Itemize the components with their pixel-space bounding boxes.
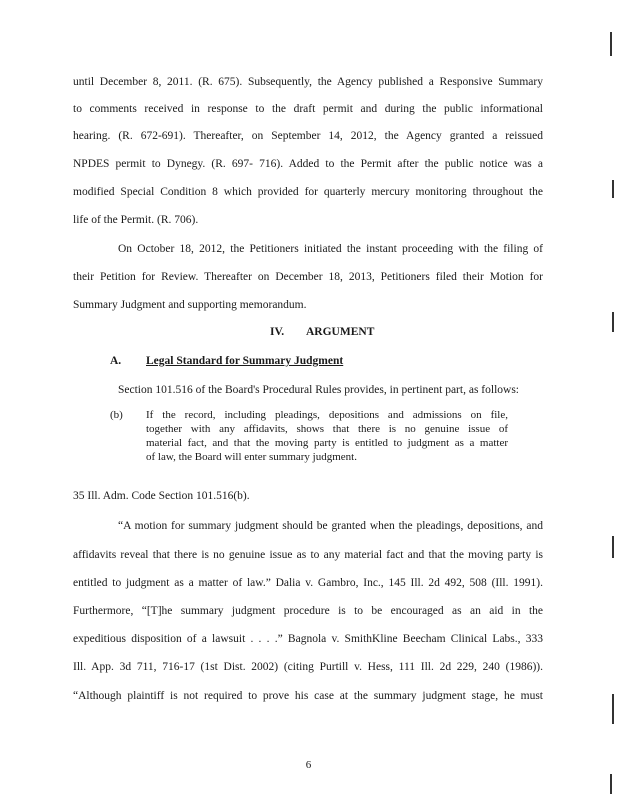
body-line: their Petition for Review. Thereafter on December 18, 2013, Petitioners filed their Motion for	[73, 271, 543, 283]
body-line: to comments received in response to the draft permit and during the public informational	[73, 103, 543, 115]
margin-change-bar	[612, 312, 614, 332]
body-line: affidavits reveal that there is no genuine issue as to any material fact and that the moving party is	[73, 549, 543, 561]
body-line: NPDES permit to Dynegy. (R. 697- 716). Added to the Permit after the public notice was a	[73, 158, 543, 170]
rule-intro: Section 101.516 of the Board's Procedural Rules provides, in pertinent part, as follows:	[118, 384, 519, 396]
quote-line: material fact, and that the moving party is entitled to judgment as a matter	[146, 437, 508, 449]
body-line: until December 8, 2011. (R. 675). Subsequently, the Agency published a Responsive Summary	[73, 76, 543, 88]
margin-change-bar	[610, 32, 612, 56]
body-line: “A motion for summary judgment should be granted when the pleadings, depositions, and	[118, 520, 543, 532]
page-number: 6	[305, 759, 312, 771]
body-line: Summary Judgment and supporting memorandum.	[73, 299, 307, 311]
section-number: IV.	[270, 326, 285, 338]
body-line: entitled to judgment as a matter of law.” Dalia v. Gambro, Inc., 145 Ill. 2d 492, 508 (Ill. 1991).	[73, 577, 543, 589]
body-line: hearing. (R. 672-691). Thereafter, on September 14, 2012, the Agency granted a reissued	[73, 130, 543, 142]
body-line: expeditious disposition of a lawsuit . . . .” Bagnola v. SmithKline Beecham Clinical Labs., 333	[73, 633, 543, 645]
margin-change-bar	[612, 536, 614, 558]
quote-line: If the record, including pleadings, depositions and admissions on file,	[146, 409, 508, 421]
margin-change-bar	[612, 180, 614, 198]
quote-line: together with any affidavits, shows that there is no genuine issue of	[146, 423, 508, 435]
body-line: On October 18, 2012, the Petitioners initiated the instant proceeding with the filing of	[118, 243, 543, 255]
subsection-letter: A.	[110, 355, 122, 367]
body-line: life of the Permit. (R. 706).	[73, 214, 199, 226]
body-line: modified Special Condition 8 which provided for quarterly mercury monitoring throughout the	[73, 186, 543, 198]
quote-line: of law, the Board will enter summary judgment.	[146, 451, 357, 463]
body-line: Ill. App. 3d 711, 716-17 (1st Dist. 2002) (citing Purtill v. Hess, 111 Ill. 2d 229, 240 (1986)).	[73, 661, 543, 673]
subsection-title: Legal Standard for Summary Judgment	[146, 355, 344, 367]
quote-label: (b)	[110, 409, 123, 421]
body-line: “Although plaintiff is not required to prove his case at the summary judgment stage, he must	[73, 690, 543, 702]
margin-change-bar	[610, 774, 612, 794]
margin-change-bar	[612, 694, 614, 724]
section-title: ARGUMENT	[306, 326, 375, 338]
citation: 35 Ill. Adm. Code Section 101.516(b).	[73, 490, 250, 502]
body-line: Furthermore, “[T]he summary judgment procedure is to be encouraged as an aid in the	[73, 605, 543, 617]
